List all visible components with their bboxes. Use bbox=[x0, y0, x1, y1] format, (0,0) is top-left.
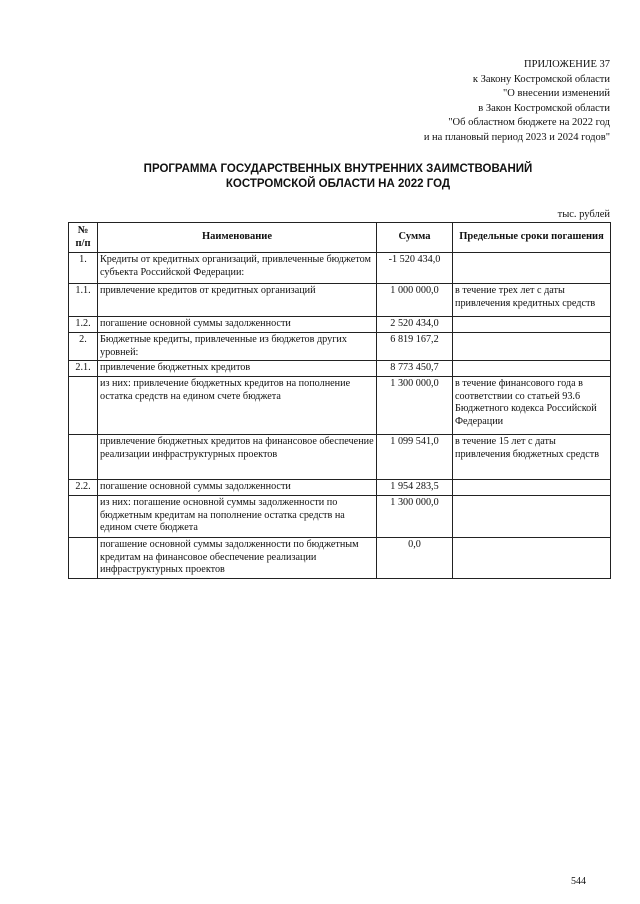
row-terms bbox=[453, 317, 611, 333]
row-number bbox=[69, 496, 98, 538]
row-name: Кредиты от кредитных организаций, привлеченные бюджетом субъекта Российской Федерации: bbox=[98, 253, 377, 284]
header-line: ПРИЛОЖЕНИЕ 37 bbox=[524, 59, 610, 70]
row-name: Бюджетные кредиты, привлеченные из бюджетов других уровней: bbox=[98, 333, 377, 361]
table-row bbox=[69, 361, 611, 377]
title-line-2: КОСТРОМСКОЙ ОБЛАСТИ НА 2022 ГОД bbox=[225, 178, 451, 190]
row-sum: 1 099 541,0 bbox=[377, 435, 453, 480]
table-row bbox=[69, 317, 611, 333]
table-header-row bbox=[69, 223, 611, 253]
row-number: 1. bbox=[69, 253, 98, 284]
row-name: привлечение бюджетных кредитов на финансовое обеспечение реализации инфраструктурных проектов bbox=[98, 435, 377, 480]
table-row bbox=[69, 284, 611, 317]
row-number: 2. bbox=[69, 333, 98, 361]
appendix-header bbox=[310, 58, 610, 145]
units-label: тыс. рублей bbox=[557, 209, 610, 220]
row-terms: в течение 15 лет с даты привлечения бюджетных средств bbox=[453, 435, 611, 480]
header-line: к Закону Костромской области bbox=[472, 73, 610, 85]
row-sum: 1 300 000,0 bbox=[377, 377, 453, 435]
table-row bbox=[69, 435, 611, 480]
row-sum: 1 300 000,0 bbox=[377, 496, 453, 538]
table-row bbox=[69, 538, 611, 579]
row-number bbox=[69, 377, 98, 435]
row-terms bbox=[453, 496, 611, 538]
header-line: в Закон Костромской области bbox=[478, 102, 610, 114]
row-number: 1.2. bbox=[69, 317, 98, 333]
row-sum: 2 520 434,0 bbox=[377, 317, 453, 333]
page-number: 544 bbox=[571, 876, 586, 887]
row-name: погашение основной суммы задолженности bbox=[98, 480, 377, 496]
row-name: привлечение кредитов от кредитных организаций bbox=[98, 284, 377, 317]
row-name: привлечение бюджетных кредитов bbox=[98, 361, 377, 377]
row-sum: 0,0 bbox=[377, 538, 453, 579]
header-line: "Об областном бюджете на 2022 год bbox=[448, 117, 610, 128]
row-name: из них: погашение основной суммы задолженности по бюджетным кредитам на пополнение остатка средств на едином счете бюджета bbox=[98, 496, 377, 538]
row-terms bbox=[453, 361, 611, 377]
page-title bbox=[68, 162, 608, 192]
row-number: 2.1. bbox=[69, 361, 98, 377]
title-line-1: ПРОГРАММА ГОСУДАРСТВЕННЫХ ВНУТРЕННИХ ЗАИМСТВОВАНИЙ bbox=[143, 163, 533, 175]
row-sum: 1 000 000,0 bbox=[377, 284, 453, 317]
row-name: из них: привлечение бюджетных кредитов на пополнение остатка средств на едином счете бюджета bbox=[98, 377, 377, 435]
row-sum: 1 954 283,5 bbox=[377, 480, 453, 496]
row-number bbox=[69, 435, 98, 480]
column-header-sum: Сумма bbox=[377, 223, 453, 253]
table-row bbox=[69, 253, 611, 284]
row-terms bbox=[453, 538, 611, 579]
row-sum: 8 773 450,7 bbox=[377, 361, 453, 377]
row-sum: -1 520 434,0 bbox=[377, 253, 453, 284]
row-number bbox=[69, 538, 98, 579]
row-terms: в течение трех лет с даты привлечения кредитных средств bbox=[453, 284, 611, 317]
row-terms bbox=[453, 253, 611, 284]
row-terms bbox=[453, 333, 611, 361]
row-name: погашение основной суммы задолженности по бюджетным кредитам на финансовое обеспечение реализации инфраструктурных проектов bbox=[98, 538, 377, 579]
column-header-number: № п/п bbox=[69, 223, 98, 253]
table-row bbox=[69, 333, 611, 361]
table-row bbox=[69, 480, 611, 496]
row-terms: в течение финансового года в соответствии со статьей 93.6 Бюджетного кодекса Российской Федерации bbox=[453, 377, 611, 435]
row-number: 2.2. bbox=[69, 480, 98, 496]
column-header-name: Наименование bbox=[98, 223, 377, 253]
table-row bbox=[69, 496, 611, 538]
borrowing-program-table bbox=[68, 222, 611, 579]
row-number: 1.1. bbox=[69, 284, 98, 317]
table-row bbox=[69, 377, 611, 435]
column-header-terms: Предельные сроки погашения bbox=[453, 223, 611, 253]
row-sum: 6 819 167,2 bbox=[377, 333, 453, 361]
row-terms bbox=[453, 480, 611, 496]
row-name: погашение основной суммы задолженности bbox=[98, 317, 377, 333]
header-line: и на плановый период 2023 и 2024 годов" bbox=[423, 131, 610, 143]
header-line: "О внесении изменений bbox=[503, 88, 610, 99]
